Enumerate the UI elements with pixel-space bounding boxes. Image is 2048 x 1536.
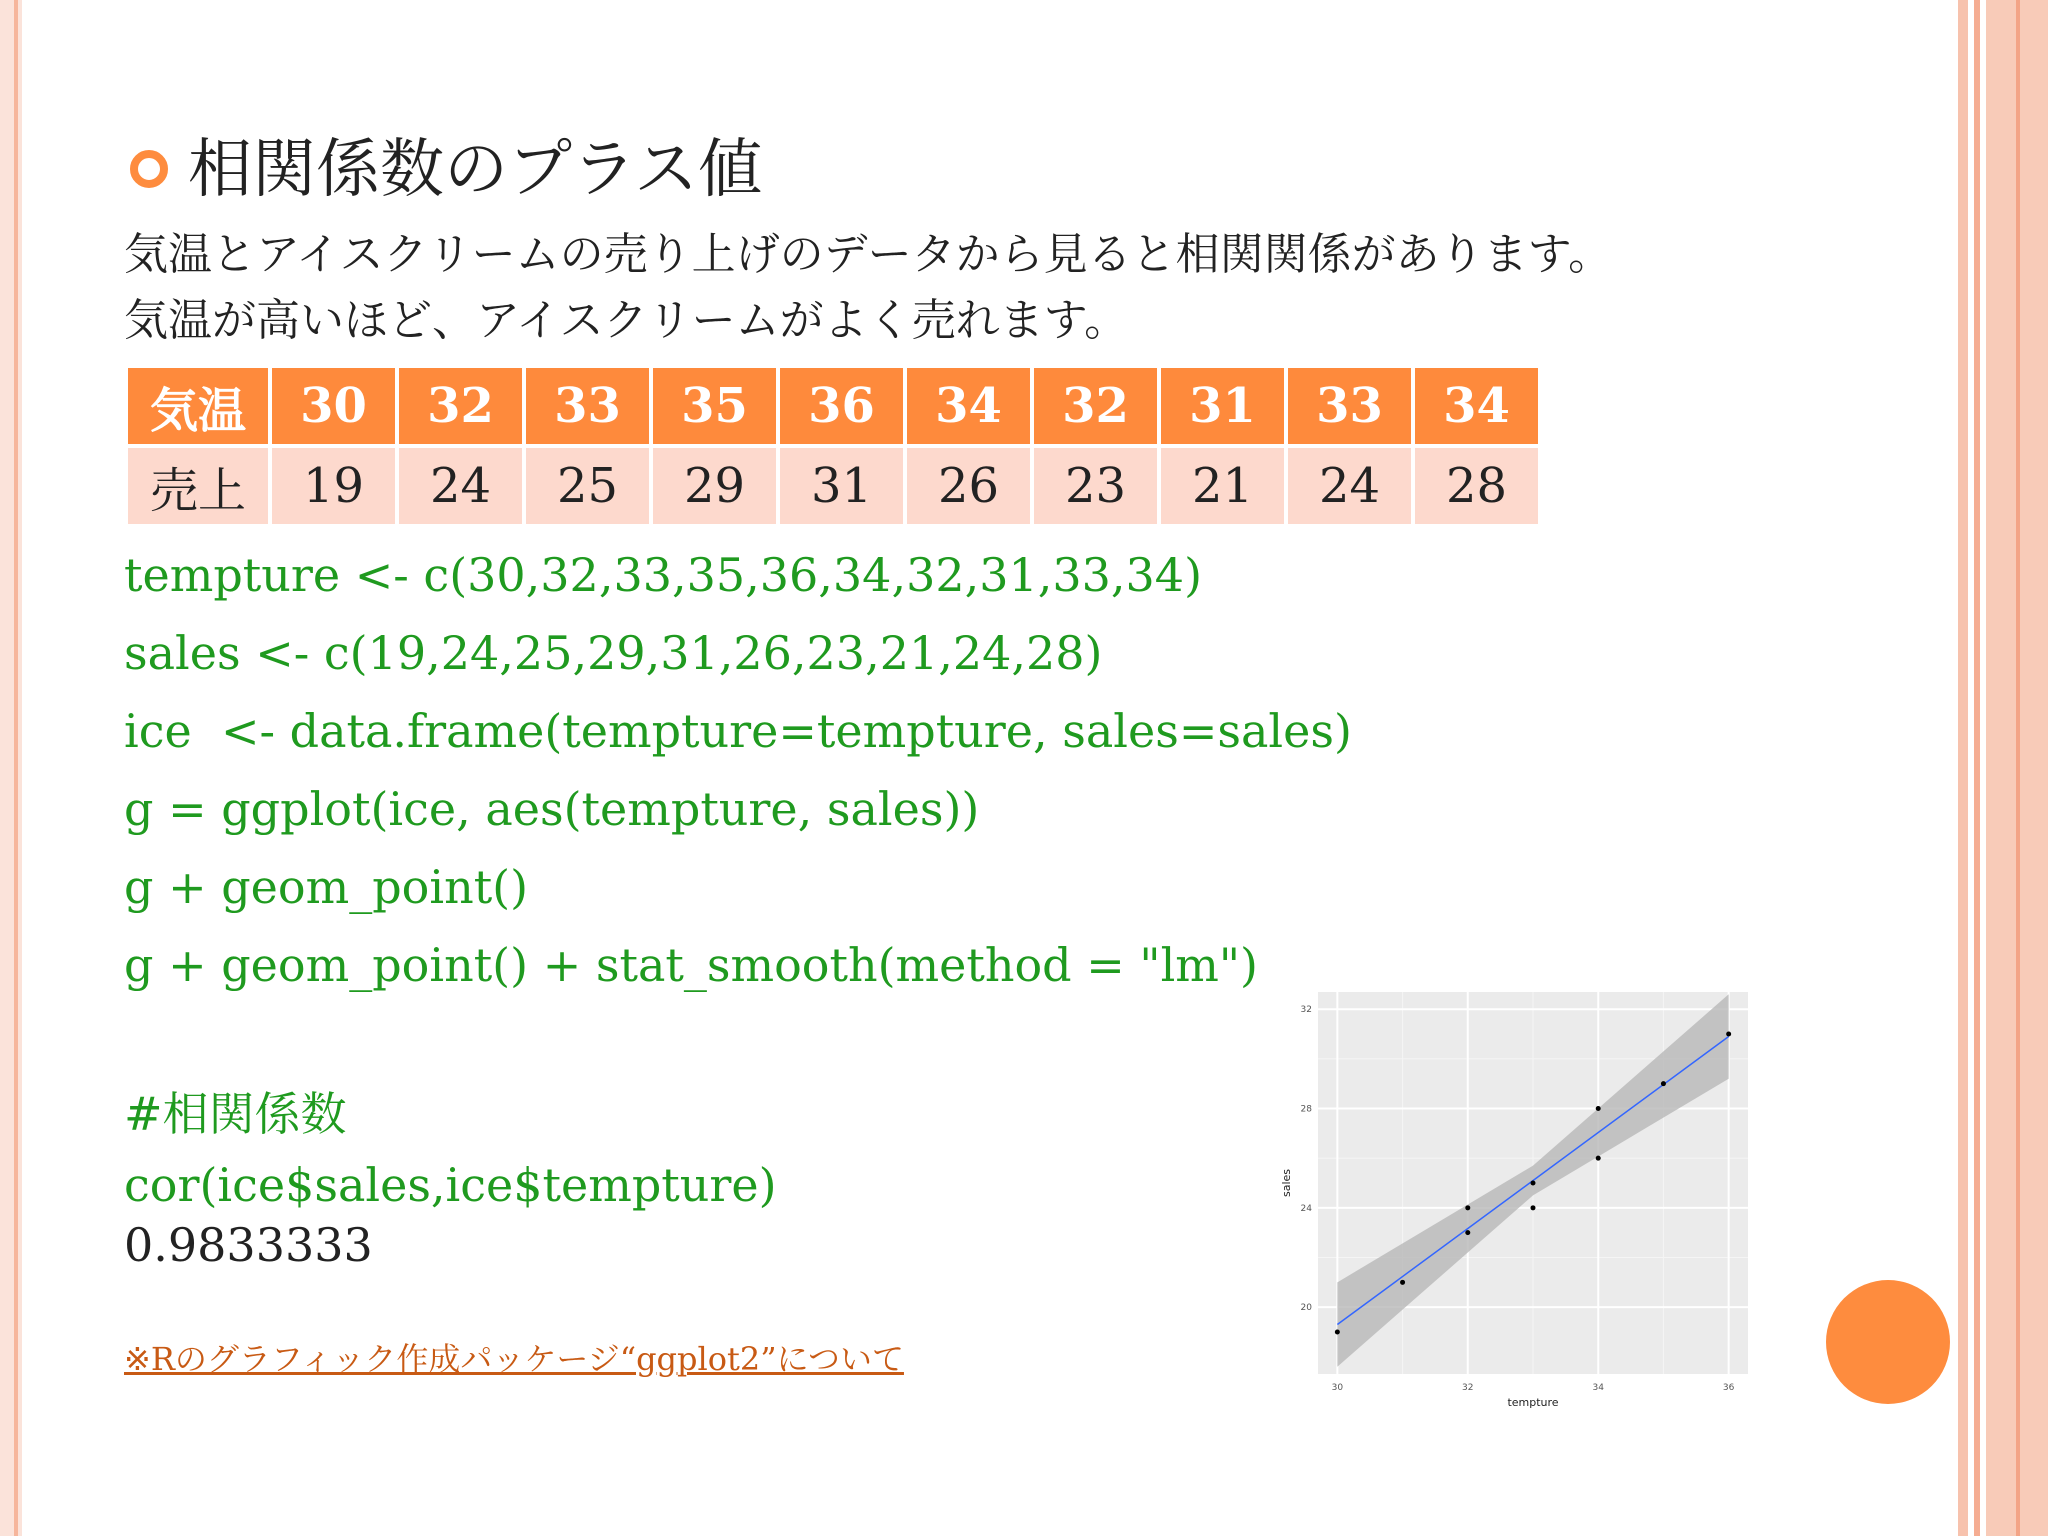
row-label-temperature: 気温 bbox=[128, 368, 268, 444]
x-tick-label: 32 bbox=[1462, 1383, 1474, 1393]
table-cell: 36 bbox=[780, 368, 903, 444]
table-cell: 19 bbox=[272, 448, 395, 524]
decorative-circle bbox=[1826, 1280, 1950, 1404]
data-table bbox=[124, 364, 1542, 528]
code-line-3: ice <- data.frame(tempture=tempture, sales=sales) bbox=[124, 704, 1352, 758]
data-point bbox=[1661, 1081, 1666, 1086]
code-line-1: tempture <- c(30,32,33,35,36,34,32,31,33,34) bbox=[124, 548, 1203, 602]
frame-left-border bbox=[0, 0, 22, 1536]
table-cell: 24 bbox=[399, 448, 522, 524]
ggplot2-link[interactable]: ※Rのグラフィック作成パッケージ“ggplot2”について bbox=[124, 1340, 904, 1378]
table-cell: 32 bbox=[1034, 368, 1157, 444]
y-tick-label: 24 bbox=[1300, 1203, 1312, 1214]
x-tick-label: 36 bbox=[1722, 1383, 1735, 1393]
code-cor-call: cor(ice$sales,ice$tempture) bbox=[124, 1158, 777, 1212]
table-cell: 29 bbox=[653, 448, 776, 524]
scatter-chart-svg bbox=[1276, 980, 1762, 1410]
data-point bbox=[1596, 1106, 1601, 1111]
table-cell: 30 bbox=[272, 368, 395, 444]
description-line-2: 気温が高いほど、アイスクリームがよく売れます。 bbox=[124, 295, 1129, 346]
y-axis-label: sales bbox=[1280, 1168, 1293, 1198]
table-cell: 31 bbox=[780, 448, 903, 524]
y-tick-label: 28 bbox=[1300, 1104, 1312, 1115]
description-line-1: 気温とアイスクリームの売り上げのデータから見ると相関関係があります。 bbox=[124, 229, 1613, 280]
table-cell: 28 bbox=[1415, 448, 1538, 524]
x-tick-label: 30 bbox=[1331, 1383, 1344, 1393]
title-bullet-icon bbox=[130, 150, 168, 188]
table-cell: 25 bbox=[526, 448, 649, 524]
table-cell: 21 bbox=[1161, 448, 1284, 524]
x-axis-label: tempture bbox=[1507, 1396, 1559, 1409]
table-cell: 23 bbox=[1034, 448, 1157, 524]
table-cell: 26 bbox=[907, 448, 1030, 524]
table-cell: 33 bbox=[526, 368, 649, 444]
table-cell: 31 bbox=[1161, 368, 1284, 444]
data-point bbox=[1465, 1205, 1470, 1210]
table-cell: 32 bbox=[399, 368, 522, 444]
data-point bbox=[1531, 1205, 1536, 1210]
frame-right-stripe bbox=[1974, 0, 1980, 1536]
x-tick-label: 34 bbox=[1592, 1383, 1604, 1393]
slide-title: 相関係数のプラス値 bbox=[188, 133, 763, 207]
table-row-temperature bbox=[128, 368, 1538, 444]
frame-left-line bbox=[14, 0, 18, 1536]
row-label-sales: 売上 bbox=[128, 448, 268, 524]
table-cell: 24 bbox=[1288, 448, 1411, 524]
data-point bbox=[1465, 1230, 1470, 1235]
code-line-4: g = ggplot(ice, aes(tempture, sales)) bbox=[124, 782, 980, 836]
data-point bbox=[1335, 1329, 1340, 1334]
table-cell: 34 bbox=[1415, 368, 1538, 444]
cor-result: 0.9833333 bbox=[124, 1218, 373, 1272]
y-tick-label: 20 bbox=[1300, 1303, 1312, 1314]
y-tick-label: 32 bbox=[1300, 1005, 1312, 1016]
code-line-2: sales <- c(19,24,25,29,31,26,23,21,24,28) bbox=[124, 626, 1103, 680]
data-point bbox=[1596, 1156, 1601, 1161]
code-comment: #相関係数 bbox=[124, 1087, 347, 1141]
table-cell: 33 bbox=[1288, 368, 1411, 444]
code-line-5: g + geom_point() bbox=[124, 860, 529, 914]
data-point bbox=[1531, 1181, 1536, 1186]
table-cell: 35 bbox=[653, 368, 776, 444]
data-point bbox=[1726, 1032, 1731, 1037]
table-row-sales bbox=[128, 448, 1538, 524]
frame-right-stripe bbox=[2016, 0, 2020, 1536]
data-point bbox=[1400, 1280, 1405, 1285]
table-cell: 34 bbox=[907, 368, 1030, 444]
code-line-6: g + geom_point() + stat_smooth(method = "lm") bbox=[124, 938, 1259, 992]
frame-right-stripe bbox=[1958, 0, 1968, 1536]
scatter-chart bbox=[1276, 980, 1762, 1410]
